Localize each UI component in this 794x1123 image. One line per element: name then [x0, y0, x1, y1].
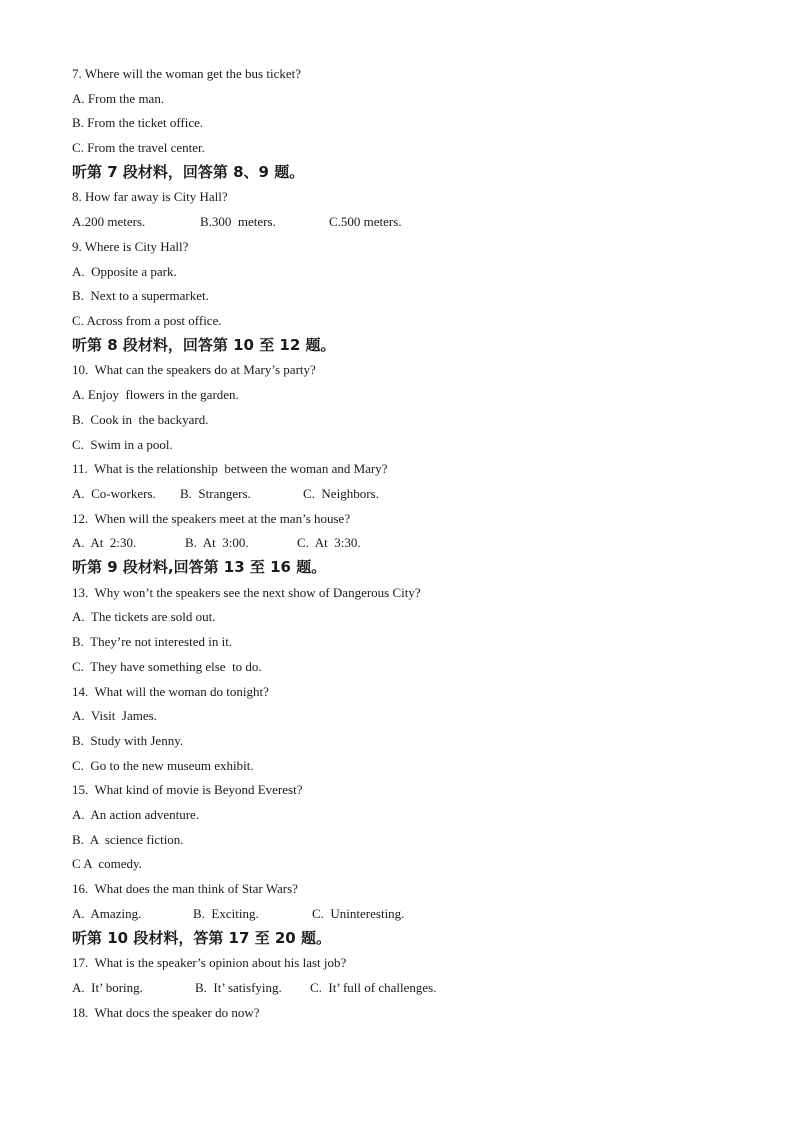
option-8c: C.500 meters. — [329, 214, 402, 229]
option-10b: B. Cook in the backyard. — [72, 412, 209, 427]
option-8a: A.200 meters. — [72, 214, 146, 229]
question-11: 11. What is the relationship between the woman and Mary? — [72, 461, 388, 476]
option-11a: A. Co-workers. — [72, 486, 156, 501]
section-heading-8: 听第 8 段材料，回答第 10 至 12 题。 — [72, 336, 336, 354]
option-17c: C. It’ full of challenges. — [310, 980, 437, 995]
section-heading-10: 听第 10 段材料，答第 17 至 20 题。 — [72, 929, 331, 947]
option-9c: C. Across from a post office. — [72, 313, 222, 328]
question-16: 16. What does the man think of Star Wars? — [72, 881, 298, 896]
option-17a: A. It’ boring. — [72, 980, 143, 995]
option-7b: B. From the ticket office. — [72, 115, 204, 130]
option-12c: C. At 3:30. — [297, 535, 361, 550]
question-13: 13. Why won’t the speakers see the next show of Dangerous City? — [72, 585, 421, 600]
option-11c: C. Neighbors. — [303, 486, 379, 501]
option-13c: C. They have something else to do. — [72, 659, 262, 674]
option-7c: C. From the travel center. — [72, 140, 205, 155]
option-15a: A. An action adventure. — [72, 807, 200, 822]
section-heading-9: 听第 9 段材料,回答第 13 至 16 题。 — [72, 558, 327, 576]
option-12b: B. At 3:00. — [185, 535, 249, 550]
option-9b: B. Next to a supermarket. — [72, 288, 209, 303]
option-8b: B.300 meters. — [200, 214, 276, 229]
option-12a: A. At 2:30. — [72, 535, 137, 550]
question-10: 10. What can the speakers do at Mary’s party? — [72, 362, 316, 377]
question-8: 8. How far away is City Hall? — [72, 189, 228, 204]
option-14c: C. Go to the new museum exhibit. — [72, 758, 254, 773]
option-10a: A. Enjoy flowers in the garden. — [72, 387, 239, 402]
option-14b: B. Study with Jenny. — [72, 733, 184, 748]
section-heading-7: 听第 7 段材料，回答第 8、9 题。 — [72, 163, 305, 181]
option-16c: C. Uninteresting. — [312, 906, 405, 921]
option-17b: B. It’ satisfying. — [195, 980, 282, 995]
option-14a: A. Visit James. — [72, 708, 157, 723]
option-16a: A. Amazing. — [72, 906, 142, 921]
question-14: 14. What will the woman do tonight? — [72, 684, 269, 699]
question-7: 7. Where will the woman get the bus ticket? — [72, 66, 301, 81]
option-16b: B. Exciting. — [193, 906, 259, 921]
question-18: 18. What docs the speaker do now? — [72, 1005, 260, 1020]
option-7a: A. From the man. — [72, 91, 165, 106]
option-13b: B. They’re not interested in it. — [72, 634, 233, 649]
option-15c: C A comedy. — [72, 856, 142, 871]
question-12: 12. When will the speakers meet at the man’s house? — [72, 511, 351, 526]
option-9a: A. Opposite a park. — [72, 264, 177, 279]
option-15b: B. A science fiction. — [72, 832, 184, 847]
question-15: 15. What kind of movie is Beyond Everest? — [72, 782, 303, 797]
question-17: 17. What is the speaker’s opinion about his last job? — [72, 955, 347, 970]
option-11b: B. Strangers. — [180, 486, 251, 501]
option-13a: A. The tickets are sold out. — [72, 609, 216, 624]
question-9: 9. Where is City Hall? — [72, 239, 189, 254]
option-10c: C. Swim in a pool. — [72, 437, 173, 452]
